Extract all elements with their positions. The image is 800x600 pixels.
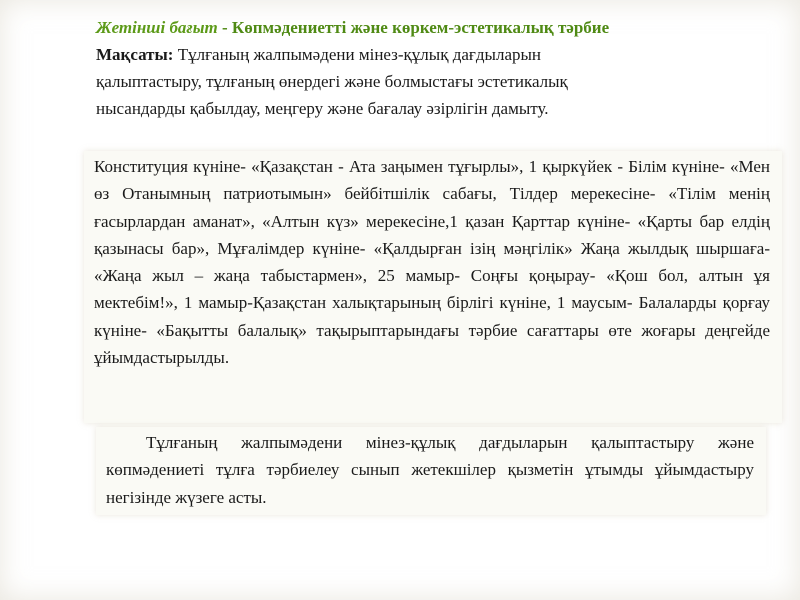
direction-label: Жетінші бағыт bbox=[96, 18, 218, 37]
title-separator: - bbox=[217, 18, 232, 37]
goal-text-1: Тұлғаның жалпымәдени мінез-құлық дағдыларын bbox=[173, 45, 542, 64]
goal-label: Мақсаты: bbox=[96, 45, 174, 64]
goal-line-1 bbox=[96, 41, 776, 68]
summary-paragraph: Тұлғаның жалпымәдени мінез-құлық дағдыларын қалыптастыру және көпмәдениеті тұлға тәрбиелеу сынып жетекшілер қызметін ұтымды ұйымдастыру негізінде жүзеге асты. bbox=[106, 433, 754, 507]
events-paragraph: Конституция күніне- «Қазақстан - Ата заңымен тұғырлы», 1 қыркүйек - Білім күніне- «Мен өз Отанымның патриотымын» бейбітшілік сабағы, Тілдер мерекесіне- «Тілім менің ғасырлардан аманат», «Алтын күз» мерекесіне,1 қазан Қарттар күніне- «Қарты бар елдің қазынасы бар», Мұғалімдер күніне- «Қалдырған ізің мәңгілік» Жаңа жылдық шыршаға- «Жаңа жыл – жаңа табыстармен», 25 мамыр- Соңғы қоңырау- «Қош бол, алтын ұя мектебім!», 1 мамыр-Қазақстан халықтарының бірлігі күніне, 1 маусым- Балаларды қорғау күніне- «Бақытты балалық» тақырыптарындағы тәрбие сағаттары өте жоғары деңгейде ұйымдастырылды. bbox=[94, 157, 770, 368]
events-text-box bbox=[84, 151, 782, 423]
direction-title: Көпмәдениетті және көркем-эстетикалық тәрбие bbox=[231, 18, 610, 37]
summary-text-box bbox=[96, 427, 766, 515]
header-title-line bbox=[96, 14, 776, 41]
goal-line-3: нысандарды қабылдау, меңгеру және бағалау әзірлігін дамыту. bbox=[96, 99, 549, 118]
goal-line-2: қалыптастыру, тұлғаның өнердегі және болмыстағы эстетикалық bbox=[96, 72, 568, 91]
header-block bbox=[96, 14, 776, 122]
